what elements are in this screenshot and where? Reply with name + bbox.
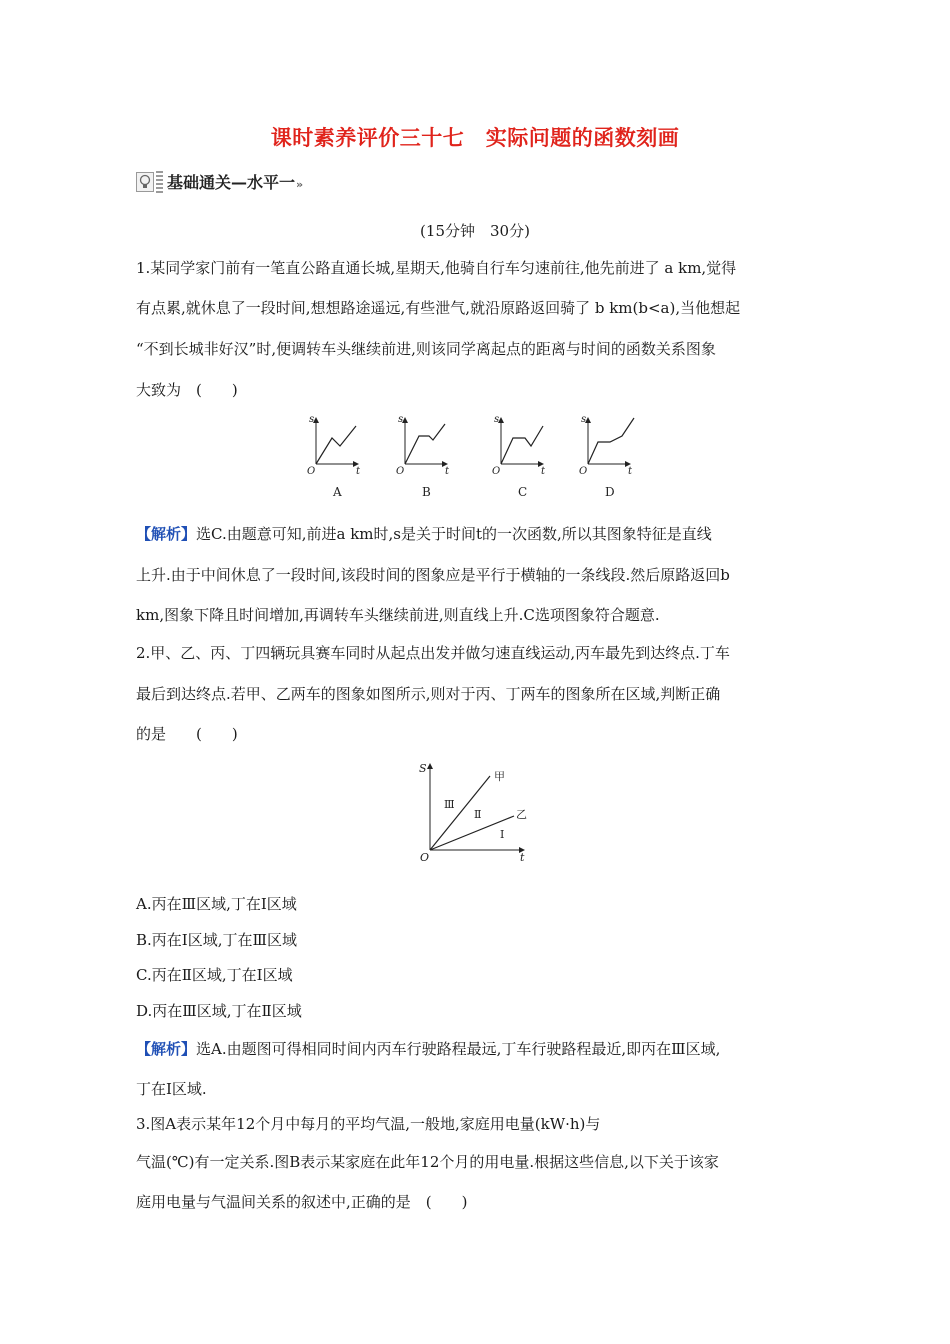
q1-line: 1.某同学家门前有一笔直公路直通长城,星期天,他骑自行车匀速前往,他先前进了 a km,觉得 <box>136 259 737 277</box>
q1-line: “不到长城非好汉”时,便调转车头继续前进,则该同学离起点的距离与时间的函数关系图象 <box>136 340 716 358</box>
q1-figures <box>296 408 656 500</box>
q2-line: 的是 ( ) <box>136 725 238 743</box>
y-axis-label: s <box>494 414 500 425</box>
q3-line: 庭用电量与气温间关系的叙述中,正确的是 ( ) <box>136 1193 468 1211</box>
figure-label: A <box>333 485 342 499</box>
region-1-label: Ⅰ <box>500 828 505 841</box>
origin-label: O <box>492 466 501 477</box>
region-2-label: Ⅱ <box>474 808 482 821</box>
analysis-tag: 【解析】 <box>136 525 197 543</box>
y-axis-label: s <box>581 414 587 425</box>
page-title: 课时素养评价三十七 实际问题的函数刻画 <box>270 125 680 150</box>
x-axis-label: t <box>541 466 546 477</box>
q2-option: D.丙在Ⅲ区域,丁在Ⅱ区域 <box>136 1002 302 1020</box>
q2-line: 2.甲、乙、丙、丁四辆玩具赛车同时从起点出发并做匀速直线运动,丙车最先到达终点.丁车 <box>136 644 730 662</box>
q1-analysis-line: km,图象下降且时间增加,再调转车头继续前进,则直线上升.C选项图象符合题意. <box>136 606 660 624</box>
section-bar <box>156 171 163 193</box>
q1-analysis-line <box>136 524 816 544</box>
graph-line <box>316 426 356 464</box>
figure-label: D <box>605 485 615 499</box>
q1-analysis-line: 上升.由于中间休息了一段时间,该段时间的图象应是平行于横轴的一条线段.然后原路返回b <box>136 566 730 584</box>
figure-label: C <box>518 485 528 499</box>
figure-label: B <box>422 485 431 499</box>
graph-line <box>501 426 543 464</box>
region-3-label: Ⅲ <box>444 798 455 811</box>
time-score-note: (15分钟 30分) <box>420 222 530 240</box>
q2-analysis-line <box>136 1039 816 1059</box>
origin-label: O <box>420 851 430 864</box>
q3-line: 3.图A表示某年12个月中每月的平均气温,一般地,家庭用电量(kW·h)与 <box>136 1115 601 1133</box>
section-heading <box>167 170 303 193</box>
q1-line: 大致为 ( ) <box>136 381 238 399</box>
analysis-tag: 【解析】 <box>136 1040 197 1058</box>
y-axis-label: S <box>419 762 427 775</box>
figure-c <box>492 414 546 499</box>
analysis-text: 选A.由题图可得相同时间内丙车行驶路程最远,丁车行驶路程最近,即丙在Ⅲ区域, <box>196 1040 721 1058</box>
x-axis-label: t <box>520 851 525 864</box>
section-banner <box>136 170 356 194</box>
graph-line <box>588 418 634 464</box>
line-yi-label: 乙 <box>516 808 527 821</box>
double-arrow-icon: » <box>296 178 304 191</box>
figure-a <box>307 414 361 499</box>
figure-d <box>579 414 634 499</box>
q2-analysis-line: 丁在Ⅰ区域. <box>136 1080 207 1098</box>
y-axis-label: s <box>309 414 315 425</box>
q2-figure <box>410 760 540 865</box>
q2-option: A.丙在Ⅲ区域,丁在Ⅰ区域 <box>136 895 297 913</box>
origin-label: O <box>307 466 316 477</box>
line-jia-label: 甲 <box>494 770 505 783</box>
q2-line: 最后到达终点.若甲、乙两车的图象如图所示,则对于丙、丁两车的图象所在区域,判断正确 <box>136 685 721 703</box>
x-axis-label: t <box>356 466 361 477</box>
origin-label: O <box>579 466 588 477</box>
figure-b <box>396 414 450 499</box>
lightbulb-icon <box>136 172 154 192</box>
section-label: 基础通关—水平一 <box>167 173 296 192</box>
analysis-text: 选C.由题意可知,前进a km时,s是关于时间t的一次函数,所以其图象特征是直线 <box>196 525 712 543</box>
q2-option: C.丙在Ⅱ区域,丁在Ⅰ区域 <box>136 966 293 984</box>
x-axis-label: t <box>628 466 633 477</box>
origin-label: O <box>396 466 405 477</box>
graph-line <box>405 424 445 464</box>
q3-line: 气温(℃)有一定关系.图B表示某家庭在此年12个月的用电量.根据这些信息,以下关于该家 <box>136 1153 719 1171</box>
y-axis-label: s <box>398 414 404 425</box>
q1-line: 有点累,就休息了一段时间,想想路途遥远,有些泄气,就沿原路返回骑了 b km(b<a),当他想起 <box>136 299 741 317</box>
q2-option: B.丙在Ⅰ区域,丁在Ⅲ区域 <box>136 931 297 949</box>
x-axis-label: t <box>445 466 450 477</box>
